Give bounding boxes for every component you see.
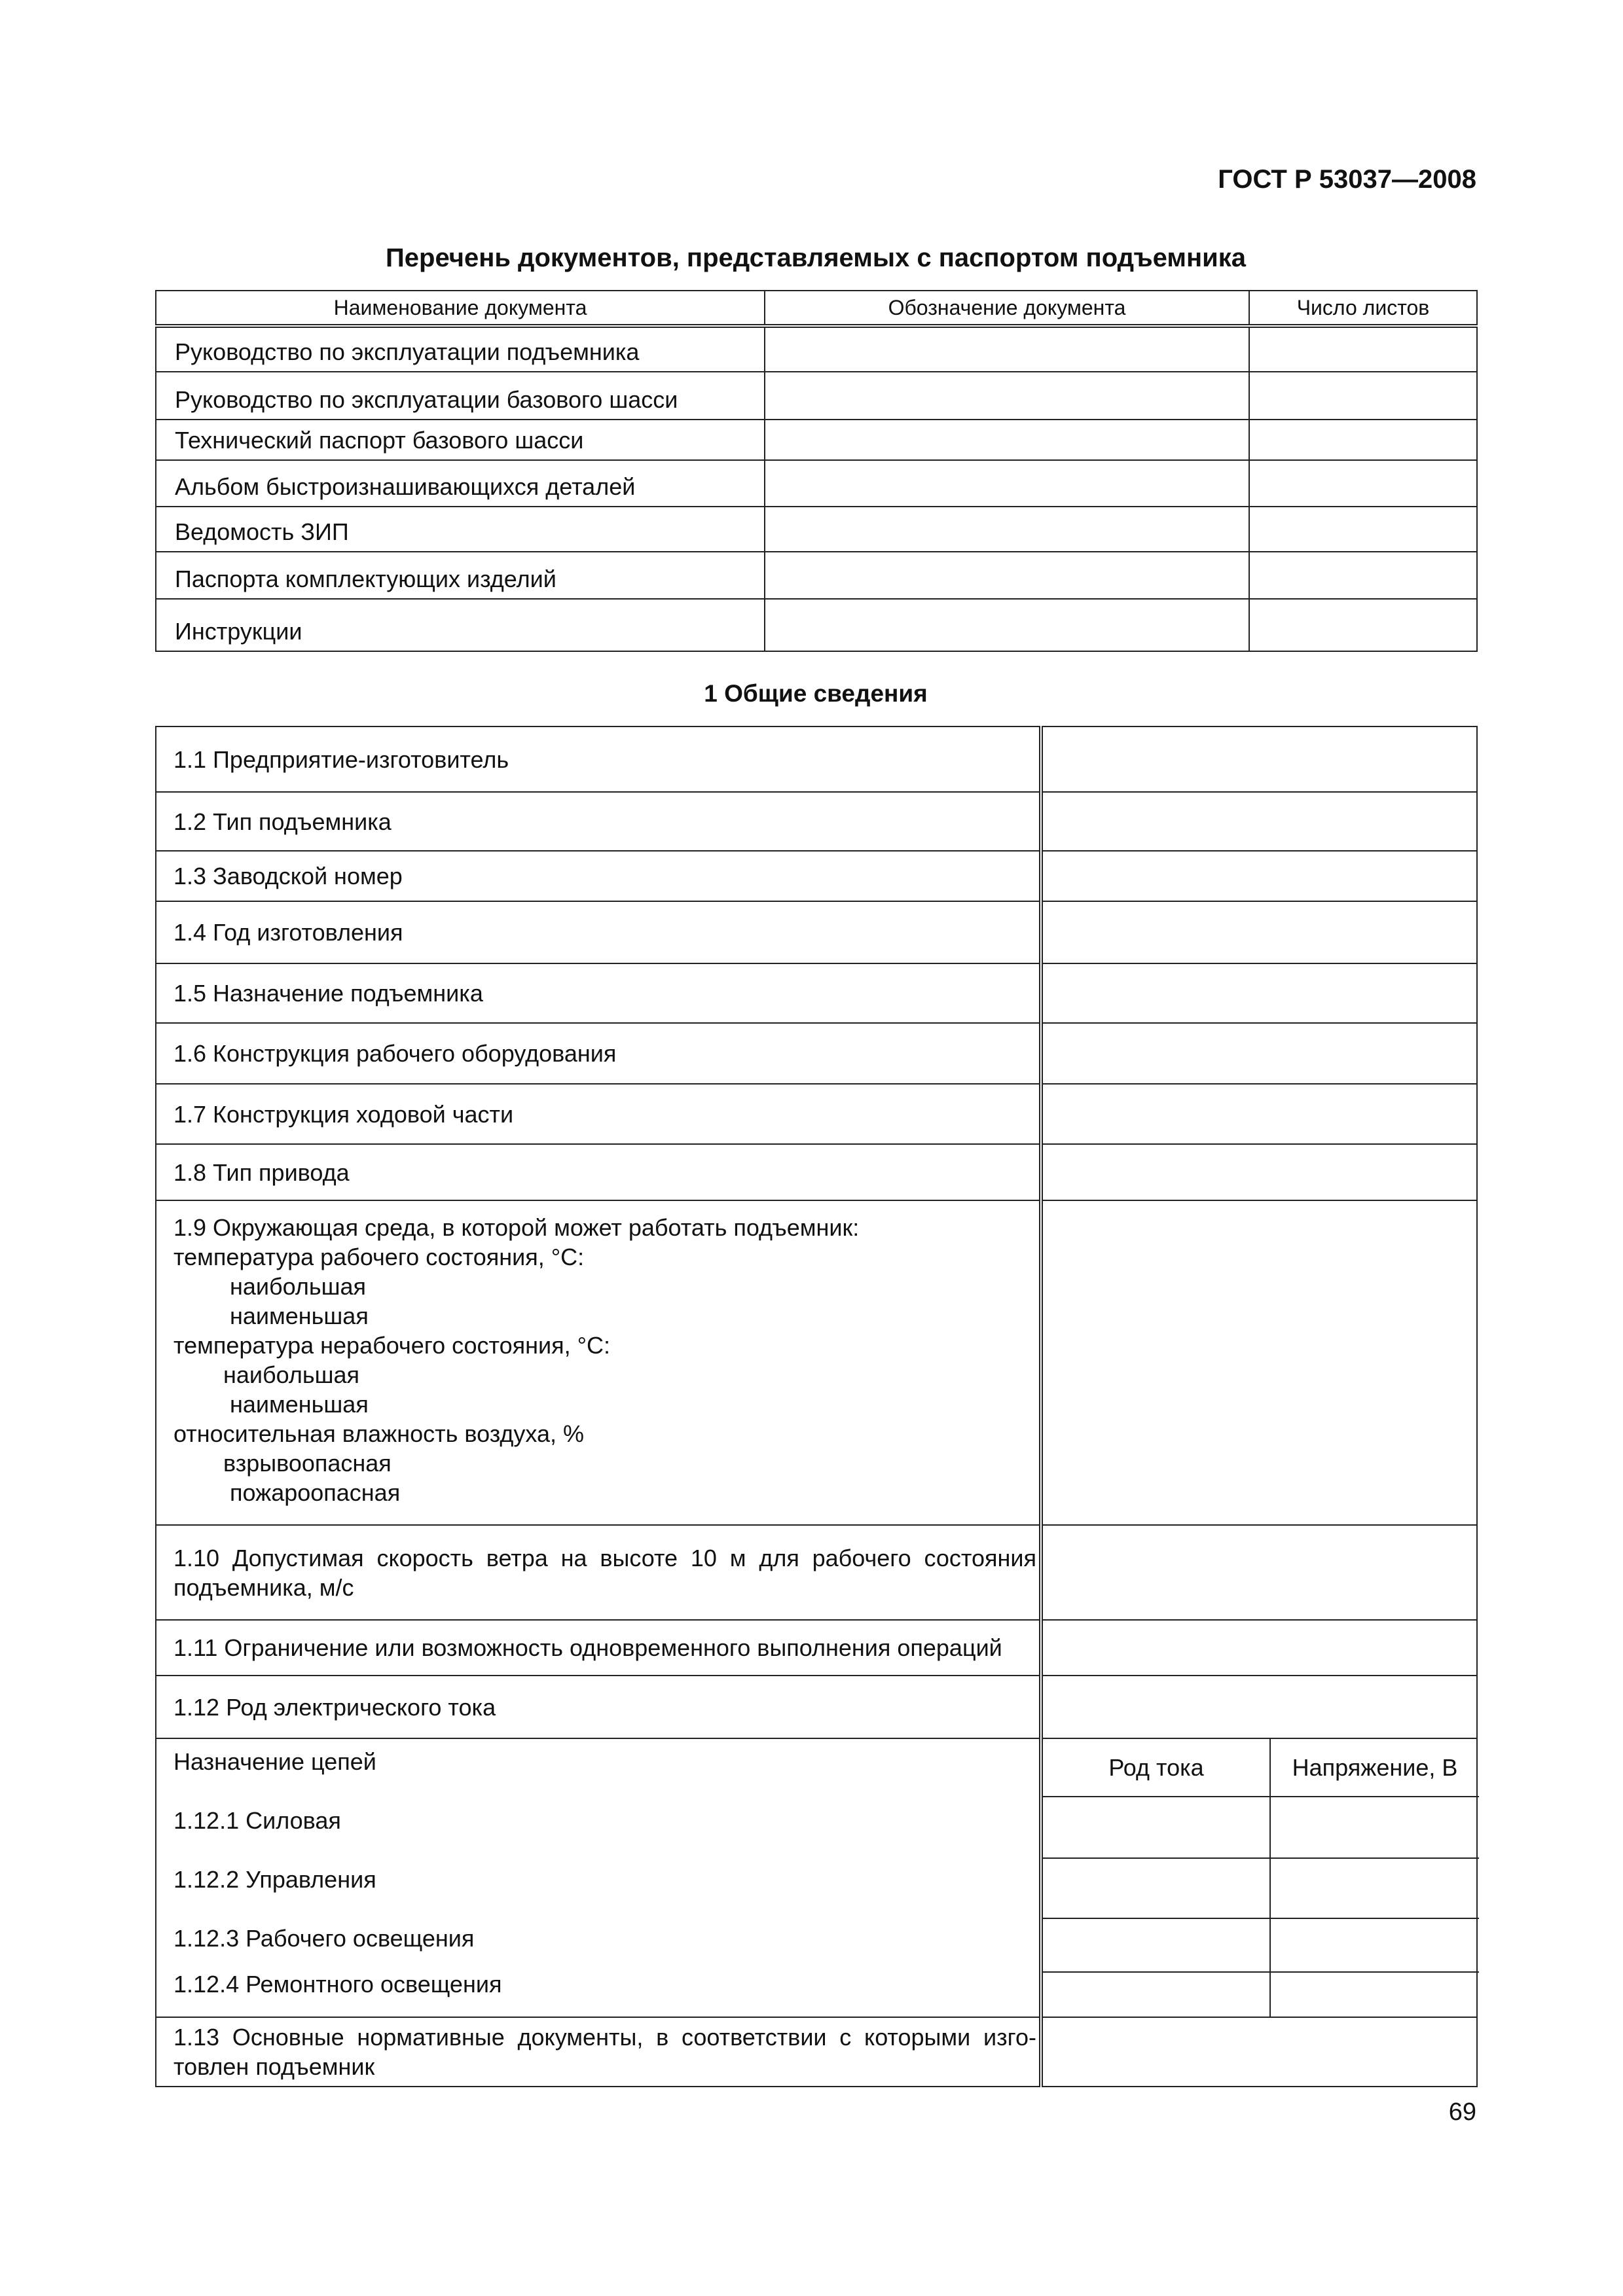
- document-designation: [765, 599, 1249, 651]
- document-sheets: [1249, 326, 1477, 372]
- document-designation: [765, 372, 1249, 420]
- document-designation: [765, 507, 1249, 552]
- document-designation: [765, 420, 1249, 460]
- info-value: [1041, 851, 1477, 901]
- table-row: [156, 792, 1477, 851]
- current-type-cell: [1043, 1797, 1270, 1858]
- table-row: [156, 1200, 1477, 1525]
- circuits-grid-cell: [1041, 1738, 1477, 2017]
- current-type-cell: [1043, 1858, 1270, 1918]
- info-label: 1.4 Год изготовления: [156, 901, 1041, 963]
- table-row: [156, 599, 1477, 651]
- column-header: Род тока: [1043, 1739, 1270, 1797]
- table-row: [156, 1620, 1477, 1676]
- document-name: Ведомость ЗИП: [156, 507, 765, 552]
- column-header: Число листов: [1249, 291, 1477, 326]
- circuit-repair-light: 1.12.4 Ремонтного освещения: [173, 1971, 502, 1998]
- info-value: [1041, 1084, 1477, 1144]
- table-row: [156, 851, 1477, 901]
- circuit-power: 1.12.1 Силовая: [173, 1807, 341, 1834]
- fire-hazard: пожароопасная: [230, 1479, 401, 1506]
- document-sheets: [1249, 420, 1477, 460]
- info-value: [1041, 726, 1477, 792]
- column-header: Наименование документа: [156, 291, 765, 326]
- info-label: 1.13 Основные нормативные документы, в соответствии с которыми изго- товлен подъемник: [156, 2017, 1041, 2087]
- column-header: Напряжение, В: [1270, 1739, 1479, 1797]
- circuits-labels: [156, 1738, 1041, 2017]
- table-row: [156, 1144, 1477, 1200]
- standard-code: ГОСТ Р 53037—2008: [1218, 165, 1476, 194]
- temperature-idle: температура нерабочего состояния, °С:: [173, 1332, 611, 1359]
- table-row: [156, 460, 1477, 507]
- temp-max-working: наибольшая: [230, 1273, 367, 1300]
- table-row: [156, 726, 1477, 792]
- circuit-control: 1.12.2 Управления: [173, 1866, 376, 1893]
- document-name: Руководство по эксплуатации базового шасси: [156, 372, 765, 420]
- document-name: Инструкции: [156, 599, 765, 651]
- document-name: Альбом быстроизнашивающихся деталей: [156, 460, 765, 507]
- temp-max-idle: наибольшая: [223, 1361, 360, 1388]
- info-value: [1041, 1525, 1477, 1620]
- current-type-cell: [1043, 1972, 1270, 2017]
- info-value: [1041, 963, 1477, 1023]
- table-row: [156, 1676, 1477, 1738]
- info-value: [1041, 1620, 1477, 1676]
- document-name: Технический паспорт базового шасси: [156, 420, 765, 460]
- info-label: 1.12 Род электрического тока: [156, 1676, 1041, 1738]
- circuit-work-light: 1.12.3 Рабочего освещения: [173, 1925, 475, 1952]
- section-title: 1 Общие сведения: [704, 680, 928, 707]
- temperature-working: температура рабочего состояния, °С:: [173, 1244, 585, 1270]
- current-type-cell: [1043, 1918, 1270, 1972]
- environment-title: 1.9 Окружающая среда, в которой может работать подъемник:: [173, 1214, 860, 1241]
- info-label: 1.6 Конструкция рабочего оборудования: [156, 1023, 1041, 1084]
- info-label: 1.11 Ограничение или возможность одновременного выполнения операций: [156, 1620, 1041, 1676]
- circuits-label: Назначение цепей: [173, 1748, 376, 1775]
- page-number: 69: [1448, 2098, 1476, 2126]
- document-sheets: [1249, 507, 1477, 552]
- temp-min-idle: наименьшая: [230, 1391, 369, 1418]
- document-sheets: [1249, 460, 1477, 507]
- temp-min-working: наименьшая: [230, 1302, 369, 1329]
- voltage-cell: [1270, 1918, 1479, 1972]
- voltage-cell: [1270, 1972, 1479, 2017]
- table-row: [156, 326, 1477, 372]
- table-row: [156, 901, 1477, 963]
- document-designation: [765, 552, 1249, 599]
- info-label: 1.7 Конструкция ходовой части: [156, 1084, 1041, 1144]
- circuits-row: [156, 1738, 1477, 2017]
- info-value: [1041, 792, 1477, 851]
- info-label: 1.8 Тип привода: [156, 1144, 1041, 1200]
- circuits-grid: [1043, 1739, 1479, 2017]
- table-row: [156, 963, 1477, 1023]
- info-label: 1.5 Назначение подъемника: [156, 963, 1041, 1023]
- document-name: Руководство по эксплуатации подъемника: [156, 326, 765, 372]
- column-header: Обозначение документа: [765, 291, 1249, 326]
- table-row: [156, 507, 1477, 552]
- info-label: 1.10 Допустимая скорость ветра на высоте 10 м для рабочего состояния подъемника, м/с: [156, 1525, 1041, 1620]
- document-designation: [765, 326, 1249, 372]
- info-value: [1041, 1200, 1477, 1525]
- table-row: [156, 552, 1477, 599]
- table-row: [156, 420, 1477, 460]
- table-row: [156, 1023, 1477, 1084]
- document-designation: [765, 460, 1249, 507]
- info-label: 1.1 Предприятие-изготовитель: [156, 726, 1041, 792]
- documents-table: [155, 290, 1478, 652]
- info-value: [1041, 2017, 1477, 2087]
- voltage-cell: [1270, 1797, 1479, 1858]
- document-name: Паспорта комплектующих изделий: [156, 552, 765, 599]
- table-row: [156, 1084, 1477, 1144]
- table-row: [156, 1525, 1477, 1620]
- table-row: [156, 372, 1477, 420]
- info-label: 1.2 Тип подъемника: [156, 792, 1041, 851]
- document-sheets: [1249, 552, 1477, 599]
- info-value: [1041, 1144, 1477, 1200]
- voltage-cell: [1270, 1858, 1479, 1918]
- info-value: [1041, 1676, 1477, 1738]
- info-value: [1041, 1023, 1477, 1084]
- info-value: [1041, 901, 1477, 963]
- environment-block: [156, 1200, 1041, 1525]
- explosive: взрывоопасная: [223, 1450, 392, 1477]
- table-row: [156, 2017, 1477, 2087]
- info-label: 1.3 Заводской номер: [156, 851, 1041, 901]
- documents-header-row: [156, 291, 1477, 326]
- general-info-table: [155, 726, 1478, 2087]
- document-sheets: [1249, 599, 1477, 651]
- document-sheets: [1249, 372, 1477, 420]
- humidity: относительная влажность воздуха, %: [173, 1420, 585, 1447]
- documents-title: Перечень документов, представляемых с паспортом подъемника: [386, 243, 1246, 272]
